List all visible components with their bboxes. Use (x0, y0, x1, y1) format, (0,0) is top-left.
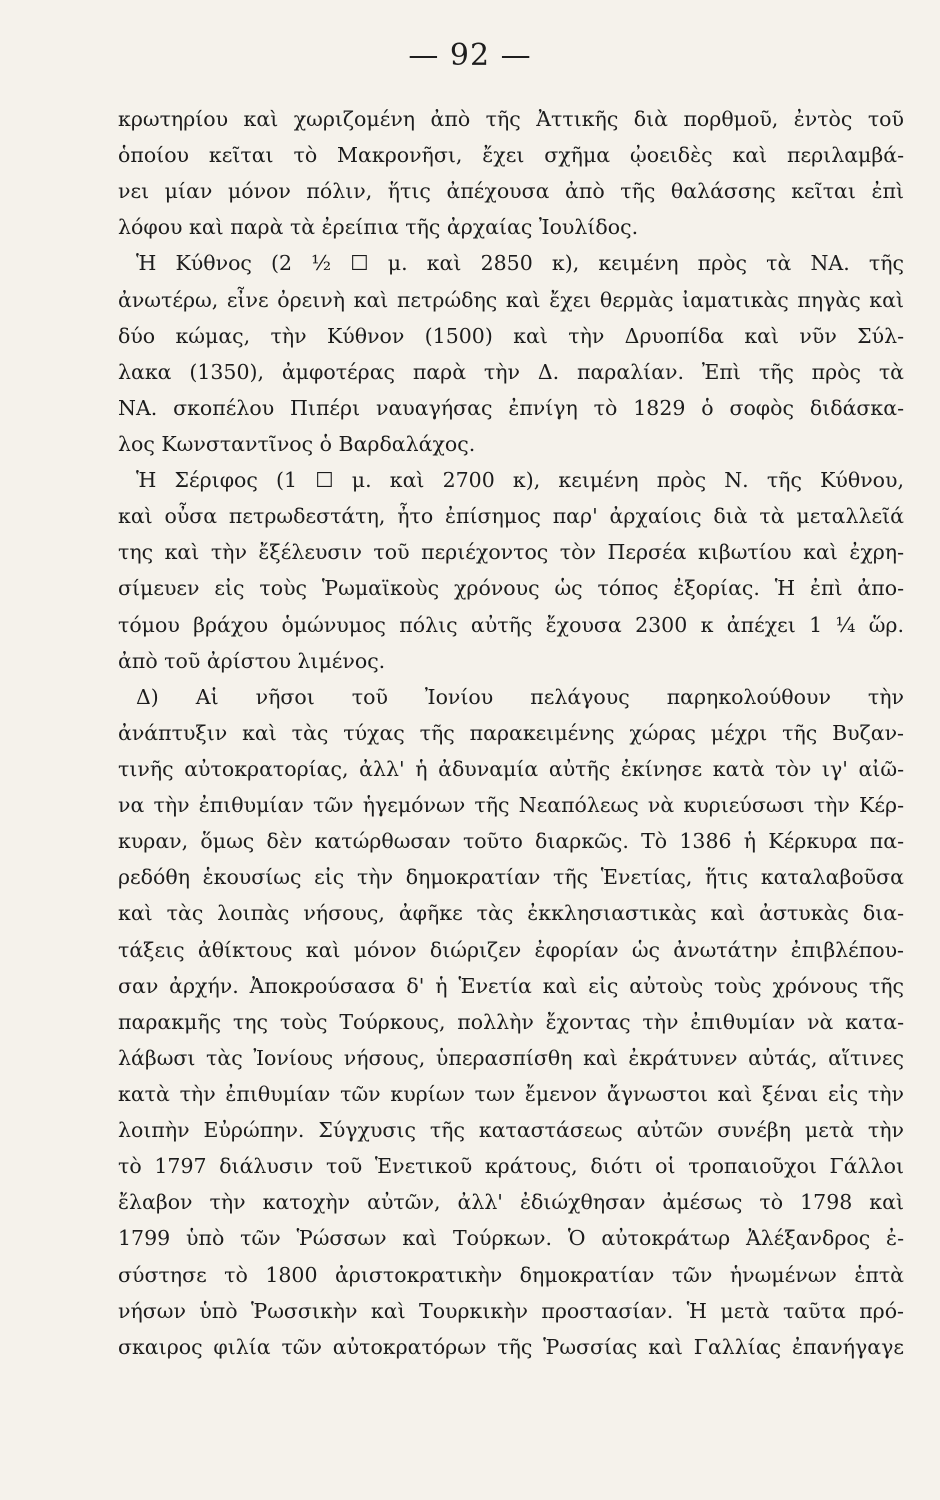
text-line: παρακμῆς της τοὺς Τούρκους, πολλὴν ἔχοντας τὴν ἐπιθυμίαν νὰ κατα- (118, 1009, 904, 1034)
text-line: καὶ τὰς λοιπὰς νήσους, ἀφῆκε τὰς ἐκκλησιαστικὰς καὶ ἀστυκὰς δια- (118, 901, 904, 926)
text-line: σαν ἀρχήν. Ἀποκρούσασα δ' ἡ Ἑνετία καὶ εἰς αὐτοὺς τοὺς χρόνους τῆς (118, 973, 904, 998)
text-line: νήσων ὑπὸ Ῥωσσικὴν καὶ Τουρκικὴν προστασίαν. Ἡ μετὰ ταῦτα πρό- (118, 1298, 904, 1323)
text-line: τόμου βράχου ὁμώνυμος πόλις αὐτῆς ἔχουσα 2300 κ ἀπέχει 1 ¼ ὥρ. (118, 612, 904, 637)
text-line: τινῆς αὐτοκρατορίας, ἀλλ' ἡ ἀδυναμία αὐτῆς ἐκίνησε κατὰ τὸν ιγ' αἰῶ- (118, 756, 904, 781)
text-line: ἀνάπτυξιν καὶ τὰς τύχας τῆς παρακειμένης χώρας μέχρι τῆς Βυζαν- (118, 720, 904, 745)
text-line: ἀπὸ τοῦ ἀρίστου λιμένος. (118, 648, 386, 673)
body-text (118, 101, 904, 1365)
text-line: σκαιρος φιλία τῶν αὐτοκρατόρων τῆς Ῥωσσίας καὶ Γαλλίας ἐπανήγαγε (118, 1334, 904, 1359)
text-line: να τὴν ἐπιθυμίαν τῶν ἡγεμόνων τῆς Νεαπόλεως νὰ κυριεύσωσι τὴν Κέρ- (118, 793, 904, 818)
text-line: Ἡ Σέριφος (1 ☐ μ. καὶ 2700 κ), κειμένη πρὸς Ν. τῆς Κύθνου, (136, 468, 904, 493)
text-line: λοιπὴν Εὐρώπην. Σύγχυσις τῆς καταστάσεως αὐτῶν συνέβη μετὰ τὴν (118, 1118, 904, 1143)
text-line: κυραν, ὅμως δὲν κατώρθωσαν τοῦτο διαρκῶς. Τὸ 1386 ἡ Κέρκυρα πα- (118, 829, 904, 854)
text-line: σίμευεν εἰς τοὺς Ῥωμαϊκοὺς χρόνους ὡς τόπος ἐξορίας. Ἡ ἐπὶ ἀπο- (118, 576, 904, 601)
text-line: ἀνωτέρω, εἶνε ὀρεινὴ καὶ πετρώδης καὶ ἔχει θερμὰς ἰαματικὰς πηγὰς καὶ (118, 287, 904, 312)
text-line: λάβωσι τὰς Ἰονίους νήσους, ὑπερασπίσθη καὶ ἐκράτυνεν αὐτάς, αἵτινες (118, 1045, 904, 1070)
text-line: ὁποίου κεῖται τὸ Μακρονῆσι, ἔχει σχῆμα ᾠοειδὲς καὶ περιλαμβά- (118, 143, 904, 168)
text-line: 1799 ὑπὸ τῶν Ῥώσσων καὶ Τούρκων. Ὁ αὐτοκράτωρ Ἀλέξανδρος ἐ- (118, 1226, 904, 1251)
text-line: κρωτηρίου καὶ χωριζομένη ἀπὸ τῆς Ἀττικῆς διὰ πορθμοῦ, ἐντὸς τοῦ (118, 107, 904, 131)
text-line: καὶ οὖσα πετρωδεστάτη, ἦτο ἐπίσημος παρ' ἀρχαίοις διὰ τὰ μεταλλεῖά (118, 504, 904, 529)
page-number: — 92 — (408, 38, 532, 73)
text-line: ἔλαβον τὴν κατοχὴν αὐτῶν, ἀλλ' ἐδιώχθησαν ἀμέσως τὸ 1798 καὶ (118, 1190, 904, 1215)
text-line: της καὶ τὴν ἔξέλευσιν τοῦ περιέχοντος τὸν Περσέα κιβωτίου καὶ ἐχρη- (118, 540, 904, 565)
text-line: λος Κωνσταντῖνος ὁ Βαρδαλάχος. (118, 431, 476, 456)
text-line: Ἡ Κύθνος (2 ½ ☐ μ. καὶ 2850 κ), κειμένη πρὸς τὰ ΝΑ. τῆς (136, 251, 904, 276)
text-line: Δ) Αἱ νῆσοι τοῦ Ἰονίου πελάγους παρηκολούθουν τὴν (136, 684, 904, 709)
text-line: δύο κώμας, τὴν Κύθνον (1500) καὶ τὴν Δρυοπίδα καὶ νῦν Σύλ- (118, 323, 904, 348)
text-line: ΝΑ. σκοπέλου Πιπέρι ναυαγήσας ἐπνίγη τὸ 1829 ὁ σοφὸς διδάσκα- (118, 395, 904, 420)
text-line: τάξεις ἀθίκτους καὶ μόνον διώριζεν ἐφορίαν ὡς ἀνωτάτην ἐπιβλέπου- (118, 937, 904, 962)
text-line: ρεδόθη ἑκουσίως εἰς τὴν δημοκρατίαν τῆς Ἑνετίας, ἥτις καταλαβοῦσα (118, 865, 904, 890)
text-line: κατὰ τὴν ἐπιθυμίαν τῶν κυρίων των ἔμενον ἄγνωστοι καὶ ξέναι εἰς τὴν (118, 1081, 904, 1106)
text-line: νει μίαν μόνον πόλιν, ἥτις ἀπέχουσα ἀπὸ τῆς θαλάσσης κεῖται ἐπὶ (118, 179, 904, 204)
text-line: λόφου καὶ παρὰ τὰ ἐρείπια τῆς ἀρχαίας Ἰουλίδος. (118, 215, 639, 240)
text-line: τὸ 1797 διάλυσιν τοῦ Ἑνετικοῦ κράτους, διότι οἱ τροπαιοῦχοι Γάλλοι (118, 1154, 904, 1179)
text-line: λακα (1350), ἀμφοτέρας παρὰ τὴν Δ. παραλίαν. Ἐπὶ τῆς πρὸς τὰ (118, 359, 904, 384)
text-line: σύστησε τὸ 1800 ἀριστοκρατικὴν δημοκρατίαν τῶν ἡνωμένων ἑπτὰ (118, 1262, 904, 1287)
